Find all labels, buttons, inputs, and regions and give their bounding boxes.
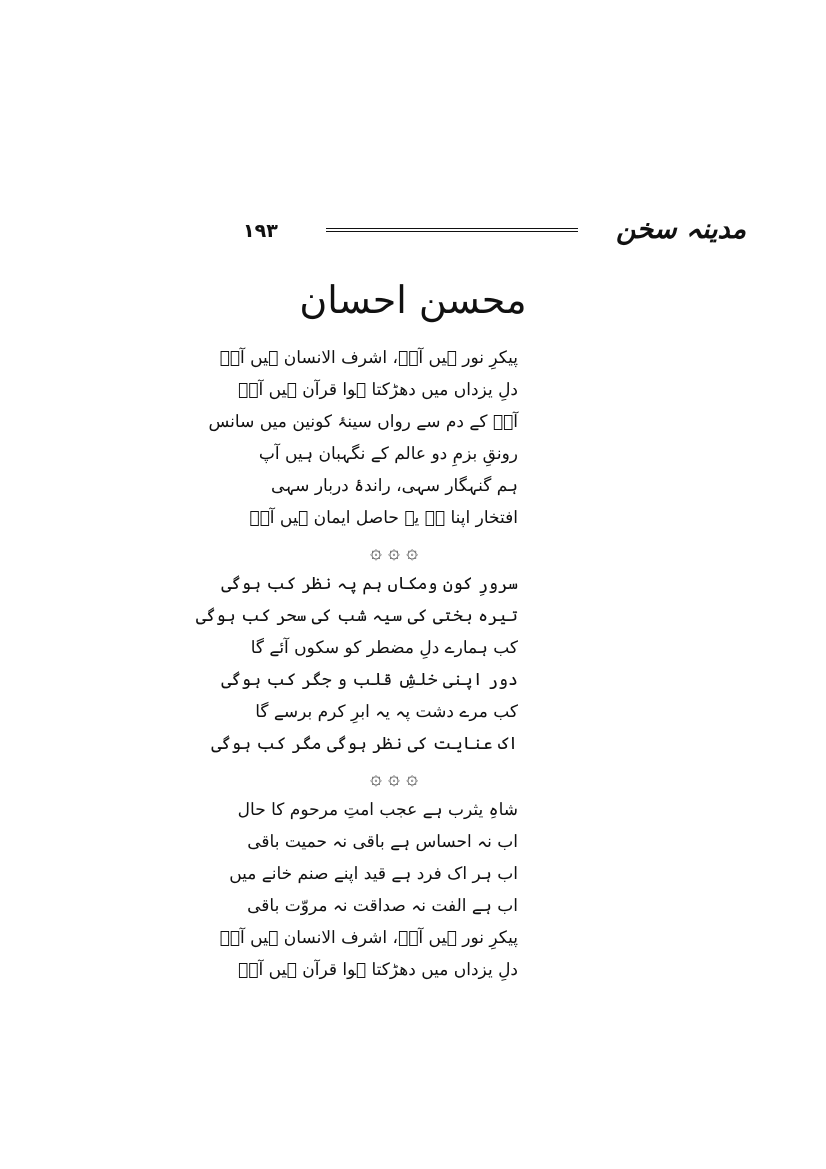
poem-line: اب نہ احساس ہے باقی نہ حمیت باقی: [247, 832, 518, 852]
poem-line: اب ہے الفت نہ صداقت نہ مروّت باقی: [247, 896, 518, 916]
poem-line: رونقِ بزمِ دو عالم کے نگہبان ہیں آپ: [258, 444, 518, 464]
poem-line: دور اپنی خلشِ قلب و جگر کب ہوگی: [221, 670, 518, 690]
poem-line: پیکرِ نور ہیں آپؐ، اشرف الانسان ہیں آپؐ: [219, 348, 518, 368]
poem-line: پیکرِ نور ہیں آپؐ، اشرف الانسان ہیں آپؐ: [219, 928, 518, 948]
poem: [195, 342, 518, 986]
poem-line: شاہِ یثرب ہے عجب امتِ مرحوم کا حال: [237, 800, 518, 820]
poem-line: اک عنایت کی نظر ہوگی مگر کب ہوگی: [211, 734, 518, 754]
book-title: مدینہ سخن: [616, 214, 747, 245]
page-header: [0, 212, 826, 252]
poem-line: کب مرے دشت پہ یہ ابرِ کرم برسے گا: [255, 702, 518, 722]
poem-line: آپؐ کے دم سے رواں سینۂ کونین میں سانس: [208, 412, 518, 432]
poem-line: سرورِ کون ومکاں ہم پہ نظر کب ہوگی: [221, 574, 518, 594]
poet-name: محسن احسان: [299, 278, 527, 322]
poem-line: تیرہ بختی کی سیہ شب کی سحر کب ہوگی: [195, 606, 518, 626]
poem-line: اب ہر اک فرد ہے قید اپنے صنم خانے میں: [229, 864, 518, 884]
poem-line: دلِ یزداں میں دھڑکتا ہوا قرآن ہیں آپؐ: [238, 380, 518, 400]
stanza-separator: ۞ ۞ ۞: [370, 539, 418, 563]
page-number: ١٩٣: [243, 220, 278, 242]
stanza-separator: ۞ ۞ ۞: [370, 765, 418, 789]
poem-line: دلِ یزداں میں دھڑکتا ہوا قرآن ہیں آپؐ: [238, 960, 518, 980]
poem-line: کب ہمارے دلِ مضطر کو سکوں آئے گا: [250, 638, 518, 658]
header-divider: [326, 228, 578, 232]
poem-line: افتخار اپنا ہے یہ حاصل ایمان ہیں آپؐ: [249, 508, 518, 528]
poem-line: ہم گنہگار سہی، راندۂ دربار سہی: [271, 476, 518, 496]
